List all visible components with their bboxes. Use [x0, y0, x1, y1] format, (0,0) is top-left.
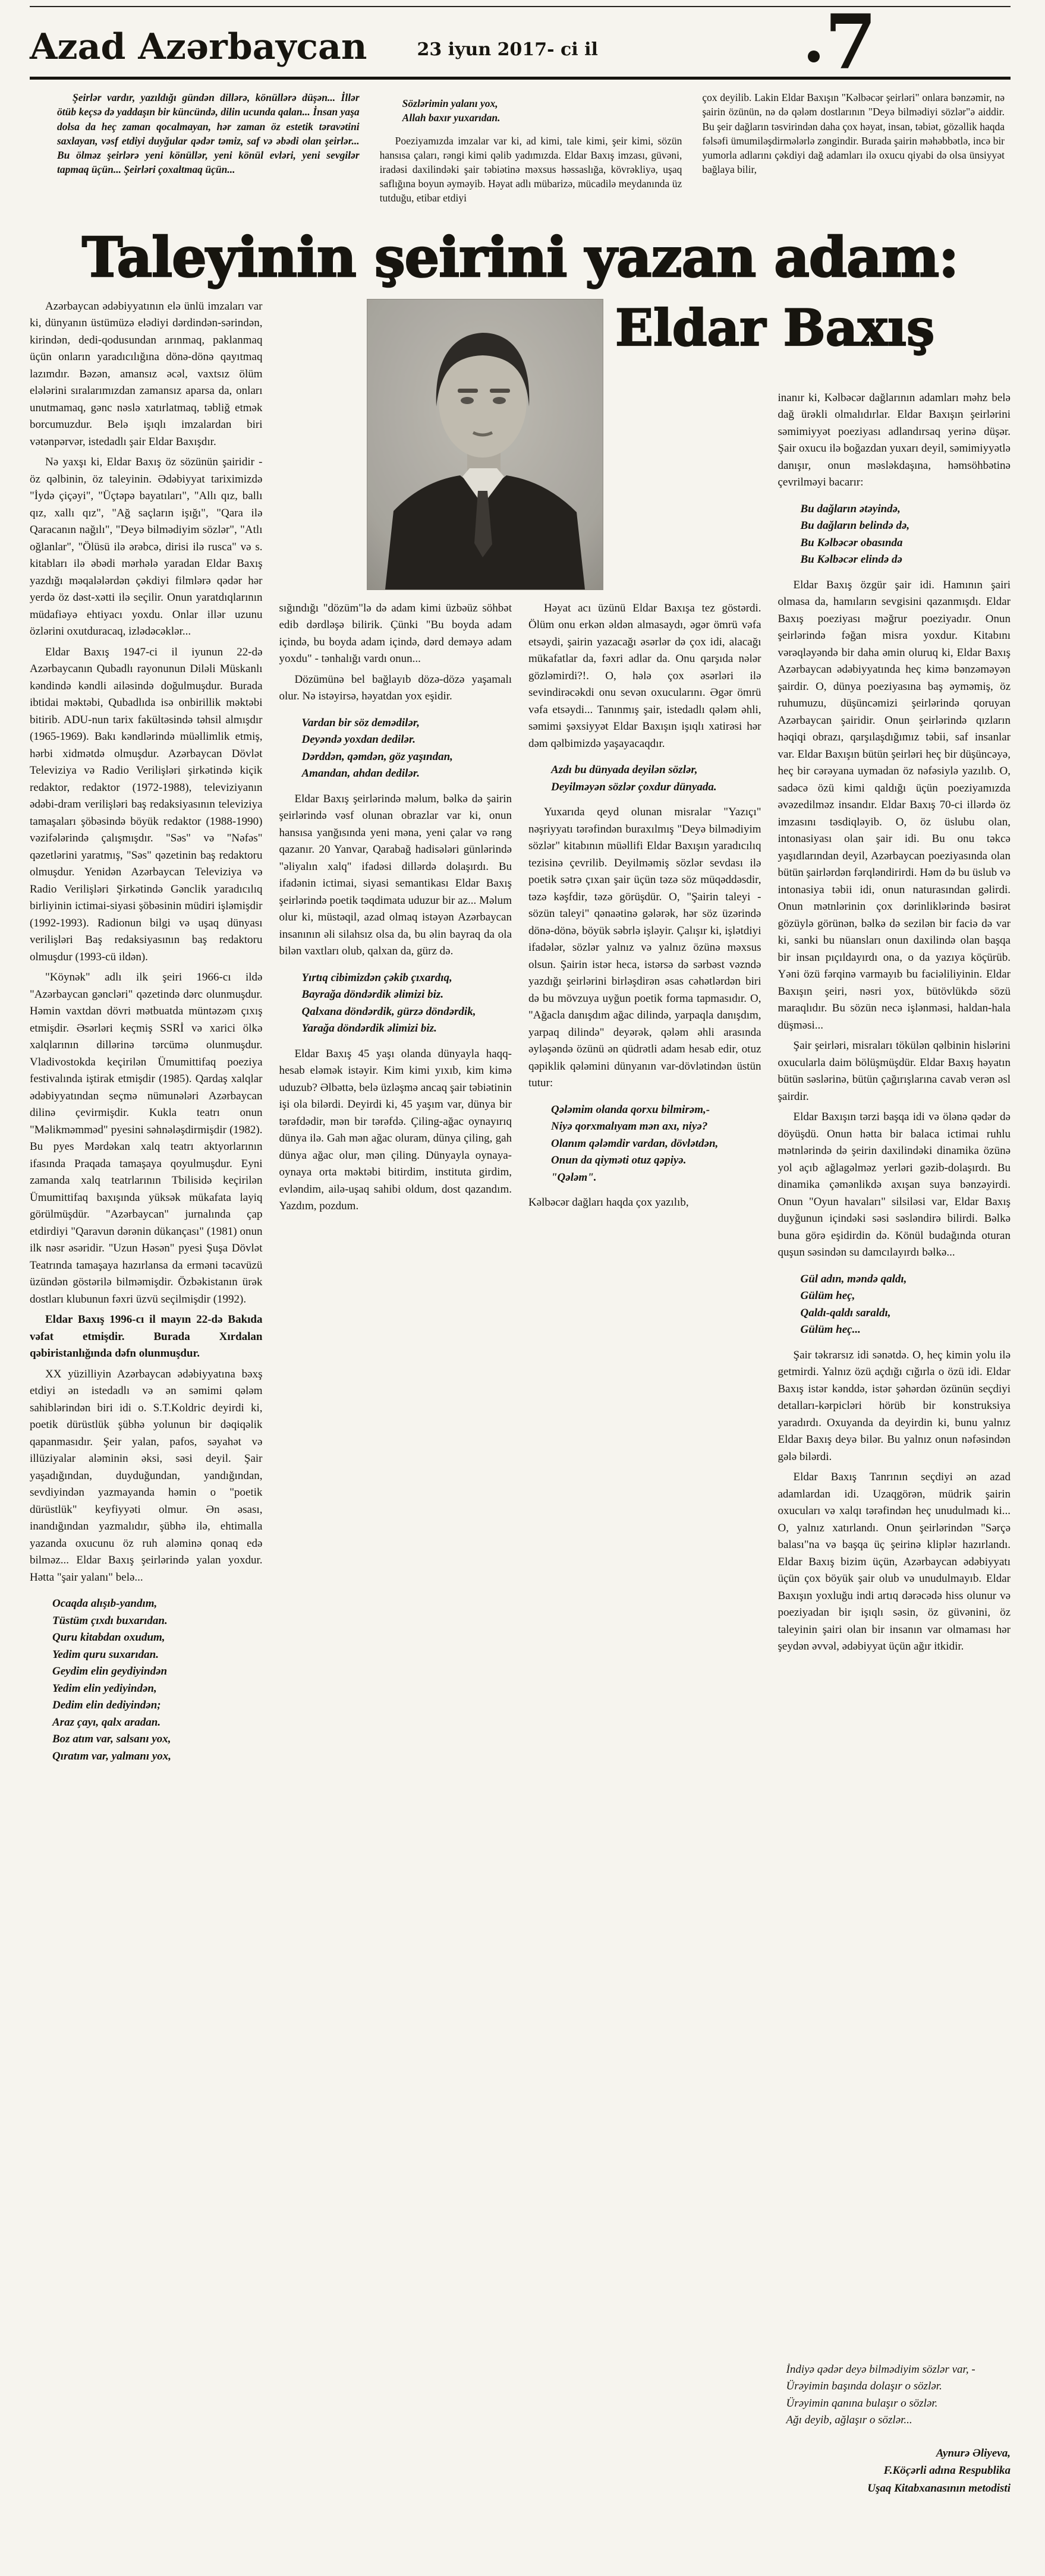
- article-body: [30, 298, 1011, 2497]
- bullet-icon: [808, 51, 820, 62]
- poem-line: Gülüm heç...: [800, 1323, 861, 1336]
- poem-line: Yırtıq cibimizdən çəkib çıxardıq,: [301, 971, 452, 984]
- intro-section: [30, 80, 1011, 223]
- poem-line: Deyəndə yoxdan dedilər.: [301, 733, 416, 746]
- poem-block: [528, 1102, 761, 1187]
- poem-line: Aynurə Əliyeva,: [936, 2446, 1011, 2460]
- poem-line: "Qələm".: [551, 1171, 597, 1184]
- poem-block: [778, 2361, 1011, 2429]
- poem-line: Geydim elin geydiyindən: [52, 1665, 168, 1678]
- poem-line: Olanım qələmdir vardan, dövlətdən,: [551, 1137, 719, 1150]
- poem-line: Azdı bu dünyada deyilən sözlər,: [551, 764, 698, 777]
- poem-line: Bu Kəlbəcər elində də: [800, 553, 902, 566]
- paragraph: Şair təkrarsız idi sənətdə. O, heç kimin yolu ilə getmirdi. Yalnız özü açdığı cığırla o özü idi. Eldar Baxış istər kənddə, istər şəhərdən özünün seçdiyi detalları-kərpicləri hörüb bir konstruksiya yaradırdı. Oxuyanda da deyirdin ki, bunu yalnız Eldar Baxış deyə bilər. Bu yalnız onun nəfəsindən gələ bilərdi.: [778, 1348, 1011, 1463]
- paragraph: Eldar Baxış şeirlərində məlum, bəlkə də şairin şeirlərində vəsf olunan obrazlar var ki, onun hansısa yanğısında yeni məna, yeni çalar və rəng qazanır. 20 Yanvar, Qarabağ hadisələri günlərində "əliyalın xalq" ifadəsi dillərdə dolaşırdı. Bu ifadənin ictimai, siyasi semantikası Eldar Baxış şeirlərində poetik təqdimata uduzur bir az... Məlum olur ki, müstəqil, azad olmaq istəyən Azərbaycan insanının əli silahsız olsa da, bu əlin bayraq da ola bilən vaxtları olub, qalxan da, gürz də.: [279, 792, 512, 958]
- poem-block: [279, 715, 512, 783]
- paragraph: Yuxarıda qeyd olunan misralar "Yazıçı" nəşriyyatı tərəfindən buraxılmış "Deyə bilmədiyim sözlər" kitabının müəllifi Eldar Baxışın yaradıcılıq tezisinə çevrilib. Deyilməmiş sözlər sevdası ilə poetik sətrə çıxan şair üçün təzə söz müqəddəsdir, təzə kəşfdir, təzə görüşdür. O, "Şairin taleyi - sözün taleyi" qənaətinə gələrək, hər söz üzərində dönə-dönə, böyük səbrlə işləyir. Çalışır ki, işlətdiyi ifadələr, sözlər yalnız və yalnız özünə məxsus olsun. Şairin istər heca, istərsə də sərbəst vəzndə yazdığı şeirlərini birləşdirən əsas cəhətlərdən biri də bu mövzuya uyğun poetik forma tapmasıdır. O, "Ağacla danışdım ağac dilində, yarpaqla danışdım, yarpaq dilində" deyərək, qələm əhli arasında əyləşəndə özünü ən qüdrətli adam hesab edir, otuz qəpiklik qələmini dünyanın var-dövlətindən üstün tutur:: [528, 806, 761, 1090]
- poem-line: Uşaq Kitabxanasının metodisti: [867, 2482, 1011, 2495]
- paragraph: Eldar Baxış 45 yaşı olanda dünyayla haqq-hesab eləmək istəyir. Kim kimi yıxıb, kim kimə uduzub? Əlbəttə, belə üzləşmə ancaq şair təbiətinin işi ola bilərdi. Deyirdi ki, 45 yaşım var, dünya bir tərəfdədir, mən bir tərəfdə. Çiling-ağac oynayırıq dünya ilə. Gah mən ağac oluram, dünya çiling, gah dünya ağac olur, mən çiling. Dünyayla oynaya-oynaya orta məktəbi bitirdim, instituta girdim, evləndim, ailə-uşaq sahibi oldum, dost qazandım. Yazdım, pozdum.: [279, 1047, 512, 1213]
- page-number: 7: [824, 0, 877, 86]
- poem-line: Tüstüm çıxdı buxarıdan.: [52, 1614, 168, 1627]
- body-column-3: [528, 298, 761, 2497]
- poem-line: Quru kitabdan oxudum,: [52, 1631, 165, 1644]
- poem-line: F.Köçərli adına Respublika: [883, 2464, 1011, 2477]
- poem-line: Niyə qorxmalıyam mən axı, niyə?: [551, 1120, 708, 1133]
- poem-block: [778, 1271, 1011, 1339]
- poem-line: Vardan bir söz demədilər,: [301, 716, 420, 729]
- poem-line: Boz atım var, salsanı yox,: [52, 1733, 171, 1746]
- paragraph: XX yüzilliyin Azərbaycan ədəbiyyatına bəxş etdiyi ən istedadlı və ən səmimi qələm sahiblərindən biri idi o. S.T.Koldric deyirdi ki, poetik dürüstlük şübhə yolunun bir dəqiqəlik qapanmasıdır. Şeir yalan, pafos, səyahət və illüziyalar aləminin əksi, səsi deyil. Şair yaşadığından, duyduğundan, yandığından, sevdiyindən yazmayanda həmin o "poetik dürüstlük" keyfiyyəti olmur. Ən əsası, inandığından yazmalıdır, şübhə ilə, ehtimalla yazanda oxucunu öz ruh aləminə qonaq edə bilməz... Eldar Baxış şeirlərində yalan yoxdur. Hətta "şair yalanı" belə...: [30, 1367, 263, 1584]
- intro-column-2: [380, 90, 682, 221]
- paragraph: Həyat acı üzünü Eldar Baxışa tez göstərdi. Ölüm onu erkən əldən almasaydı, əgər ömrü vəfa etsəydi, şairin yazacağı əsərlər də çox idi, alacağı mükafatlar da, fəxri adlar da. Onu qarşıda nələr gözləmirdi?!. O, hələ çox əsərləri ilə sevindirəcəkdi onu sevən oxucularını. Əgər ömrü vəfa etsəydi... Tanınmış şair, istedadlı qələm əhli, səmimi şəxsiyyət Eldar Baxışın işıqlı xatirəsi hər dəm qəlbimizdə yaşayacaqdır.: [528, 601, 761, 750]
- poem-line: Yedim elin yediyindən,: [52, 1682, 157, 1695]
- paragraph: Şair şeirləri, misraları tökülən qəlbinin hislərini oxucularla daim bölüşmüşdür. Eldar Baxış həyatın bütün səslərinə, bütün çağırışlarına cavab verən əsl şairdir.: [778, 1039, 1011, 1103]
- paragraph: Azərbaycan ədəbiyyatının elə ünlü imzaları var ki, dünyanın üstümüzə elədiyi dərdindən-sərindən, kirindən, dedi-qodusundan arınmaq, paklanmaq üçün onların yaradıcılığına dönə-dönə qayıtmaq lazımdır. Bəzən, amansız əcəl, vaxtsız ölüm elələrini sıralarımızdan zamansız aparsa da, onları unutmamaq, gənc nəslə xatırlatmaq, təbliğ etmək borcumuzdur. Belə işıqlı imzalardan biri vətənpərvər, istedadlı şair Eldar Baxışdır.: [30, 299, 263, 448]
- poem-block: [279, 970, 512, 1038]
- poem-block: [778, 501, 1011, 569]
- paragraph: Eldar Baxış 1996-cı il mayın 22-də Bakıda vəfat etmişdir. Burada Xırdalan qəbiristanlığında dəfn olunmuşdur.: [30, 1313, 263, 1360]
- paragraph: Eldar Baxış özgür şair idi. Hamının şairi olmasa da, hamıların sevgisini qazanmışdı. Eldar Baxış poeziyası məğrur poeziyadır. Onun şeirlərində fəğan misra yoxdur. Kitabını vərəqləyəndə bir daha əmin oluruq ki, Eldar Baxış Azərbaycan ədəbiyyatında heç kimə bənzəməyən şairdir. O, dünya poeziyasına baş əyməmiş, öz ruhumuzu, düşüncəmizi şeirlərində qoruyan Azərbaycan şairidir. Onun şeirlərində qızların həqiqi obrazı, qarşılaşdığımız təbii, saf insanlar var. Eldar Baxışın bütün şeirləri heç bir düşüncəyə, heç bir cərəyana uymadan öz nəfəsiylə yazılıb. O, sadəcə özü kimi qaldığı üçün poeziyamızda əvəzedilməz insandır. Eldar Baxış 70-ci illərdə öz imzasını təsdiqləyib. O, öz üslubu olan, intonasiyası olan şair idi. Bu onu təkcə yaşıdlarından deyil, Azərbaycan poeziyasında olan bütün şairlərdən fərqləndirirdi. Həm də bu üslub və intonasiya təbii idi, onun naturasından gəlirdi. Onun mətnlərinin çox dərinliklərində bəsirət gözüylə görünən, bəlkə də sezilən bir faciə də var ki, sanki bu nüansları onun daxilində olan başqa bir insan pıçıldayırdı ona, o da yazıya köçürüb. Yəni özü fərqinə varmayıb bu faciəliliyinin. Eldar Baxışın şeiri, nəsri yox, bütövlükdə sözü maraqlıdır. Bu sözün necə işlənməsi, haldan-hala düşməsi...: [778, 578, 1011, 1032]
- body-column-2: [279, 298, 512, 2497]
- issue-date: 23 iyun 2017- ci il: [417, 39, 598, 61]
- poem-line: İndiyə qədər deyə bilmədiyim sözlər var, -: [786, 2363, 975, 2376]
- poem-line: Ürəyimin qanına bulaşır o sözlər.: [786, 2397, 938, 2410]
- poem-line: Allah baxır yuxarıdan.: [402, 112, 501, 124]
- paragraph: Nə yaxşı ki, Eldar Baxış öz sözünün şairidir - öz qəlbinin, öz taleyinin. Ədəbiyyat tariximizdə "İydə çiçəyi", "Üçtəpə bayatıları", "Allı qız, ballı qız, xallı qız", "Ağ saçların işığı", "Qara ilə Qaracanın nağılı", "Deyə bilmədiyim sözlər", "Atlı oğlanlar", "Ölüsü ilə ərəbcə, dirisi ilə rusca" və s. kitabları ilə əbədi mərhələ yaradan Eldar Baxış yazdığı məqalələrdən çəkdiyi filmlərə qədər hər yerdə öz dəst-xətti ilə seçilir. Onun yaratdıqlarının müdafiəyə ehtiyacı yoxdu. Onlar illər uzunu özlərini oxutduracaq, izlədəcəklər...: [30, 456, 263, 638]
- poem-line: Ağı deyib, ağlaşır o sözlər...: [786, 2414, 912, 2427]
- poem-block: [30, 1596, 263, 1765]
- intro-column-3: [702, 90, 1005, 221]
- paragraph: çox deyilib. Lakin Eldar Baxışın "Kəlbəcər şeirləri" onlara bənzəmir, nə şairin özünün, nə də qələm dostlarının "Deyə bilmədiyi sözlər"ə aiddir. Bu şeir dağların təsvirindən daha çox həyat, insan, təbiət, gözəllik haqda fəlsəfi ümumiləşdirmələrlə zəngindir. Burada şairin məhəbbətlə, incə bir yumorla adlarını çəkdiyi dağ adamları ilə oxucu qiyabi də olsa ünsiyyət bağlaya bilir,: [702, 92, 1005, 176]
- poem-line: Gül adın, məndə qaldı,: [800, 1272, 907, 1285]
- poem-line: Bayrağa döndərdik əlimizi biz.: [301, 988, 444, 1001]
- subject-name-heading: Eldar Baxış: [615, 298, 935, 357]
- poem-line: Gülüm heç,: [800, 1289, 855, 1303]
- poem-line: Qaldı-qaldı saraldı,: [800, 1306, 891, 1319]
- poem-line: Bu dağların belində də,: [800, 519, 910, 532]
- paragraph: inanır ki, Kəlbəcər dağlarının adamları məhz belə dağ ürəkli olmalıdırlar. Eldar Baxışın şeirlərini səmimiyyət poeziyası adlandırsaq yerinə düşər. Şair oxucu ilə boğazdan yuxarı deyil, səmimiyyətlə danışır, onun məsləkdaşına, həmsöhbətinə çevrilməyi bacarır:: [778, 391, 1011, 489]
- intro-column-1: [57, 90, 360, 221]
- poem-line: Amandan, ahdan dedilər.: [301, 767, 420, 780]
- paragraph: Poeziyamızda imzalar var ki, ad kimi, tale kimi, şeir kimi, sözün hansısa çaları, rəngi kimi qəlib yadımızda. Eldar Baxış imzası, güvəni, iradəsi daxilindəki şair təbiətinə məxsus həssaslığa, kövrəkliyə, uşaq saflığına boyun əyməyib. Həyat adlı mübarizə, mücadilə meydanında üz tutduğu, etibar etdiyi: [379, 134, 682, 204]
- signature: [778, 2445, 1011, 2497]
- poem-line: Araz çayı, qalx aradan.: [52, 1716, 161, 1729]
- poem-line: Yedim quru suxarıdan.: [52, 1648, 159, 1661]
- paragraph: Kəlbəcər dağları haqda çox yazılıb,: [528, 1196, 689, 1209]
- poem-line: Bu Kəlbəcər obasında: [800, 536, 903, 549]
- poem-line: Ocaqda alışıb-yandım,: [52, 1597, 158, 1610]
- masthead: [30, 0, 1011, 86]
- paragraph: Eldar Baxışın tərzi başqa idi və ölənə qədər də döyüşdü. Onun hətta bir balaca ictimai ruhlu mətnlərində də şeirin daxilindəki dinamika özünə yol açıb ağlagəlməz yerləri gəzib-dolaşırdı. Bu dinamika çəmənlikdə axışan suya bənzəyirdi. Onun "Oyun havaları" silsiləsi var, Eldar Baxış duyğunun içindəki səsi səsləndirə bilirdi. Bəlkə buna görə eşidirdin də. Könül budağında oturan quşun səsindən su damcılayırdı bəlkə...: [778, 1111, 1011, 1259]
- page-number-block: [808, 0, 877, 86]
- paragraph: "Köynək" adlı ilk şeiri 1966-cı ildə "Azərbaycan gəncləri" qəzetində dərc olunmuşdur. Həmin vaxtdan dövri mətbuatda müntəzəm çıxış etmişdir. Əsərləri keçmiş SSRİ və xarici ölkə xalqlarının dillərinə tərcümə olunmuşdur. Vladivostokda keçirilən Ümumittifaq poeziya festivalında iştirak etmişdir (1985). Qardaş xalqlar ədəbiyyatından seçmə nümunələri Azərbaycan dilinə çevirmişdir. Kukla teatrı onun "Məlikməmməd" pyesini səhnələşdirmişdir (1982). Bu pyes Mərdəkan xalq teatrı aktyorlarının ifasında Praqada tamaşaya qoyulmuşdur. Eyni zamanda xalq teatrlarının Tbilisidə keçirilən Ümumittifaq baxışında yüksək mükafata layiq görülmüşdür. "Azərbaycan" jurnalında çap etdirdiyi "Qaravun dərənin dükançası" (1981) onun ilk nəsr əsəridir. "Uzun Həsən" pyesi Şuşa Dövlət Teatrında tamaşaya hazırlansa da erməni təcavüzü üzündən göstərilə bilməmişdir. Özbəkistanın ürək dostları klubunun fəxri üzvü seçilmişdir (1992).: [30, 971, 263, 1306]
- newspaper-title: Azad Azərbaycan: [30, 26, 367, 68]
- poem-line: Sözlərimin yalanı yox,: [402, 97, 498, 110]
- poem-line: Yarağa döndərdik əlimizi biz.: [301, 1022, 437, 1035]
- poem-block: [528, 762, 761, 796]
- poem-line: Dedim elin dediyindən;: [52, 1699, 161, 1712]
- poem-line: Deyilməyən sözlər çoxdur dünyada.: [551, 780, 717, 793]
- poem-block: [380, 96, 682, 125]
- paragraph: Eldar Baxış Tanrının seçdiyi ən azad adamlardan idi. Uzaqgörən, müdrik şairin oxucuları və xalqı tərəfindən heç unudulmadı ki... O, yalnız xatırlandı. Onun şeirlərindən "Sərçə balası"na və başqa üç şeirinə kliplər hazırlandı. Eldar Baxış bizim üçün, Azərbaycan ədəbiyyatı üçün çox böyük şair olub və unudulmayıb. Eldar Baxışın yoxluğu indi artıq dərəcədə hiss olunur və poeziyadan bir işıqlı səsin, öz güvənini, öz taleyinin şairi olan bir insanın var olmaması hər şeydən əvvəl, ədəbiyyat üçün ağır itkidir.: [778, 1471, 1011, 1653]
- poem-line: Ürəyimin başında dolaşır o sözlər.: [786, 2380, 942, 2393]
- paragraph: Şeirlər vardır, yazıldığı gündən dillərə, könüllərə düşən... İllər ötüb keçsə də yaddaşın bir küncündə, dilin ucunda qalan... İnsan yaşa dolsa da heç zaman qocalmayan, hər zaman öz estetik təravətini saxlayan, vəsf etdiyi duyğular qədər təmiz, saf və əbədi olan şeirlər... Bu ölməz şeirlərə yeni könüllər, yeni könül evləri, yeni sevgilər tapmaq üçün... Şeirləri çoxaltmaq üçün...: [57, 92, 360, 176]
- paragraph: sığındığı "dözüm"lə də adam kimi üzbəüz söhbət edib dərdləşə bilirik. Çünki "Bu boyda adam içində, bu boyda adam içində, dərd deməyə adam yoxdu" - tənhalığı vardı onun...: [279, 601, 512, 666]
- poem-line: Dərddən, qəmdən, göz yaşından,: [301, 750, 453, 763]
- paragraph: Dözümünə bel bağlayıb dözə-dözə yaşamalı olur. Nə istəyirsə, həyatdan yox eşidir.: [279, 673, 512, 703]
- poem-line: Onun da qiyməti otuz qəpiyə.: [551, 1154, 687, 1167]
- poem-line: Bu dağların ətəyində,: [800, 502, 901, 515]
- portrait-photo: [367, 299, 603, 589]
- paragraph: Eldar Baxış 1947-ci il iyunun 22-də Azərbaycanın Qubadlı rayonunun Diləli Müskanlı kəndində kəndli ailəsində doğulmuşdur. Burada ibtidai məktəbi, Qubadlıda isə onbirillik məktəbi bitirib. ADU-nun tarix fakültəsində təhsil almışdır (1965-1969). Bakı kəndlərində müəllimlik etmiş, hərbi xidmətdə olmuşdur. Azərbaycan Dövlət Televiziya və Radio Verilişləri şirkətində kiçik redaktor, redaktor (1972-1988), televiziyanın ədəbi-dram verilişləri baş redaksiyasının televiziya tamaşaları şöbəsində böyük redaktor (1988-1990) vəzifələrində çalışmışdır. "Səs" və "Nəfəs" qəzetlərini yaratmış, "Səs" qəzetinin baş redaktoru olmuşdur. Yenidən Azərbaycan Televiziya və Radio Verilişləri Şirkətində Gənclik yaradıcılıq birliyinin ictimai-siyasi şöbəsinin müdiri işləmişdir (1992-1993). Radionun bilgi və uşaq dünyası verilişləri Baş redaksiyasının baş redaktoru olmuşdur (1993-cü ildən).: [30, 645, 263, 963]
- poem-line: Qələmim olanda qorxu bilmirəm,-: [551, 1103, 710, 1116]
- body-column-1: [30, 298, 263, 2497]
- article-headline: Taleyinin şeirini yazan adam:: [81, 225, 959, 290]
- body-column-4: [778, 298, 1011, 2497]
- poem-line: Qalxana döndərdik, gürzə döndərdik,: [301, 1005, 476, 1018]
- poem-line: Qıratım var, yalmanı yox,: [52, 1749, 172, 1762]
